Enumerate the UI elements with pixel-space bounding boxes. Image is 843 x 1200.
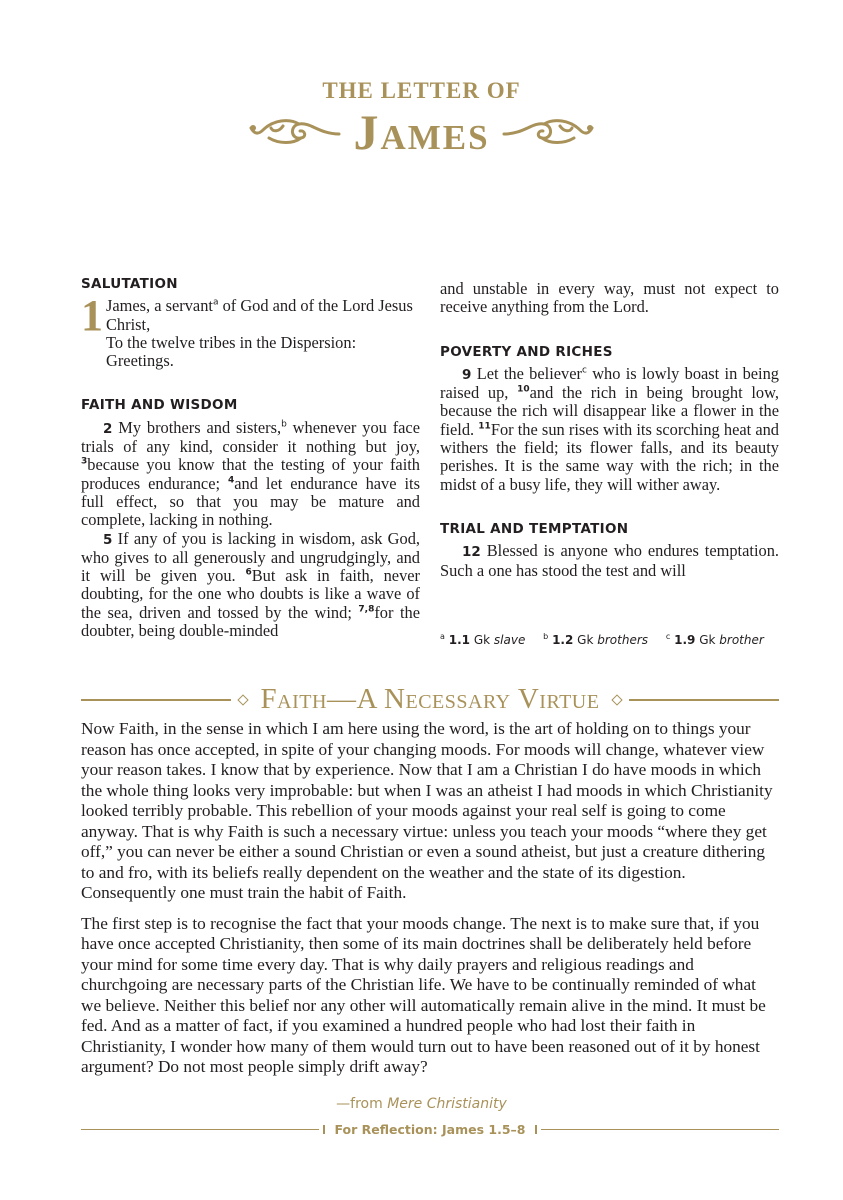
paragraph-verses-9-11 xyxy=(440,365,779,494)
verse-text: To the twelve tribes in the Dispersion: Greetings. xyxy=(106,332,357,371)
left-column xyxy=(81,275,420,640)
reflection-reference[interactable]: For Reflection: James 1.5–8 xyxy=(334,1122,526,1137)
header-title-row xyxy=(0,102,843,162)
divider xyxy=(629,699,779,701)
feature-title: Faith—A Necessary Virtue xyxy=(260,683,600,715)
verse-1 xyxy=(106,297,420,370)
verse-number: 6 xyxy=(245,567,252,578)
divider xyxy=(81,1129,319,1130)
source-title: Mere Christianity xyxy=(387,1096,507,1112)
chapter-number: 1 xyxy=(81,291,103,341)
verse-text: whenever you face trials of any kind, consider it nothing but joy, xyxy=(81,417,420,457)
verse-text: for the doubter, being double-minded xyxy=(81,602,420,641)
verse-text: and let endurance have its full effect, so that you may be mature and complete, lacking in nothing. xyxy=(81,473,420,530)
footnote-marker[interactable]: b xyxy=(281,419,287,430)
verse-number: 12 xyxy=(462,544,481,561)
page-header xyxy=(0,78,843,162)
verse-text: But ask in faith, never doubting, for the one who doubts is like a wave of the sea, driven and tossed by the wind; xyxy=(81,566,421,622)
verse-number: 11 xyxy=(478,421,491,432)
faith-wisdom-heading: FAITH AND WISDOM xyxy=(81,397,238,414)
flourish-right-icon xyxy=(502,112,594,152)
header-kicker: THE LETTER OF xyxy=(322,78,521,103)
reflection-row xyxy=(81,1122,779,1137)
paragraph-verse-12 xyxy=(440,542,779,580)
divider xyxy=(541,1129,779,1130)
divider-tick xyxy=(535,1125,537,1134)
verse-number: 9 xyxy=(462,366,472,383)
verse-number: 4 xyxy=(228,475,235,486)
footnote-marker[interactable]: c xyxy=(581,365,587,376)
verse-text: and the rich in being brought low, because the rich will disappear like a flower in the field. xyxy=(440,383,780,439)
diamond-ornament-icon xyxy=(237,694,248,705)
footnote-item[interactable]: $^b$ 1.2 Gk brothers xyxy=(543,632,649,647)
diamond-ornament-icon xyxy=(612,694,623,705)
verse-text: If any of you is lacking in wisdom, ask God, who gives to all generously and ungrudgingly, and it will be given you. xyxy=(81,528,420,586)
right-column xyxy=(440,280,779,580)
footnote-marker[interactable]: a xyxy=(212,297,219,308)
feature-paragraph: Now Faith, in the sense in which I am here using the word, is the art of holding on to things your reason has once accepted, in spite of your changing moods. For moods will change, whatever view your reason takes. I know that by experience. Now that I am a Christian I do have moods in which the whole thing looks very improbable: but when I was an atheist I had moods in which Christianity looked terribly probable. This rebellion of your moods against your real self is going to come anyway. That is why Faith is such a necessary virtue: unless you teach your moods “where they get off,” you can never be either a sound Christian or even a sound atheist, but just a creature dithering to and fro, with its beliefs really dependent on the weather and the state of its digestion. Consequently one must train the habit of Faith. xyxy=(81,719,773,902)
verse-text: because you know that the testing of your faith produces endurance; xyxy=(81,455,420,493)
book-title: James xyxy=(353,104,490,160)
verse-text: Blessed is anyone who endures temptation. Such a one has stood the test and will xyxy=(440,541,779,580)
verse-text: For the sun rises with its scorching heat and withers the field; its flower falls, and its beauty perishes. It is the same way with the rich; in the midst of a busy life, they will wither away. xyxy=(440,419,780,494)
verse-text: who is lowly boast in being raised up, xyxy=(440,363,779,403)
flourish-left-icon xyxy=(249,112,341,152)
verse-number: 5 xyxy=(103,531,113,548)
verse-text: of God and of the Lord Jesus Christ, xyxy=(106,296,413,334)
chapter-start xyxy=(81,291,420,371)
footnote-item[interactable]: $^a$ 1.1 Gk slave xyxy=(440,632,526,647)
footnote-item[interactable]: $^c$ 1.9 Gk brother xyxy=(665,632,764,647)
trial-temptation-heading: TRIAL AND TEMPTATION xyxy=(440,520,629,537)
verse-text: My brothers and sisters, xyxy=(112,417,282,437)
feature-title-row xyxy=(81,683,779,716)
continuation-text: and unstable in every way, must not expect to receive anything from the Lord. xyxy=(440,279,779,317)
attribution: —from Mere Christianity xyxy=(336,1096,507,1112)
poverty-riches-heading: POVERTY AND RICHES xyxy=(440,343,613,360)
feature-body xyxy=(81,719,779,1088)
paragraph-verses-2-4 xyxy=(81,419,420,530)
verse-number: 10 xyxy=(517,384,530,395)
verse-text: James, a servant xyxy=(106,296,213,316)
verse-number: 2 xyxy=(103,420,113,437)
feature-paragraph: The first step is to recognise the fact that your moods change. The next is to make sure that, if you have once accepted Christianity, then some of its main doctrines shall be deliberately held before your mind for some time every day. That is why daily prayers and religious readings and churchgoing are necessary parts of the Christian life. We have to be continually reminded of what we believe. Neither this belief nor any other will automatically remain alive in the mind. It must be fed. And as a matter of fact, if you examined a hundred people who had lost their faith in Christianity, I wonder how many of them would turn out to have been reasoned out of it by honest argument? Do not most people simply drift away? xyxy=(81,913,766,1076)
verse-number: 7,8 xyxy=(358,604,375,615)
salutation-heading: SALUTATION xyxy=(81,276,178,292)
verse-text: Let the believer xyxy=(471,363,582,383)
verse-number: 3 xyxy=(81,456,88,467)
divider-tick xyxy=(323,1125,325,1134)
divider xyxy=(81,699,231,701)
footnotes xyxy=(440,632,778,647)
paragraph-verses-5-8 xyxy=(81,530,420,641)
